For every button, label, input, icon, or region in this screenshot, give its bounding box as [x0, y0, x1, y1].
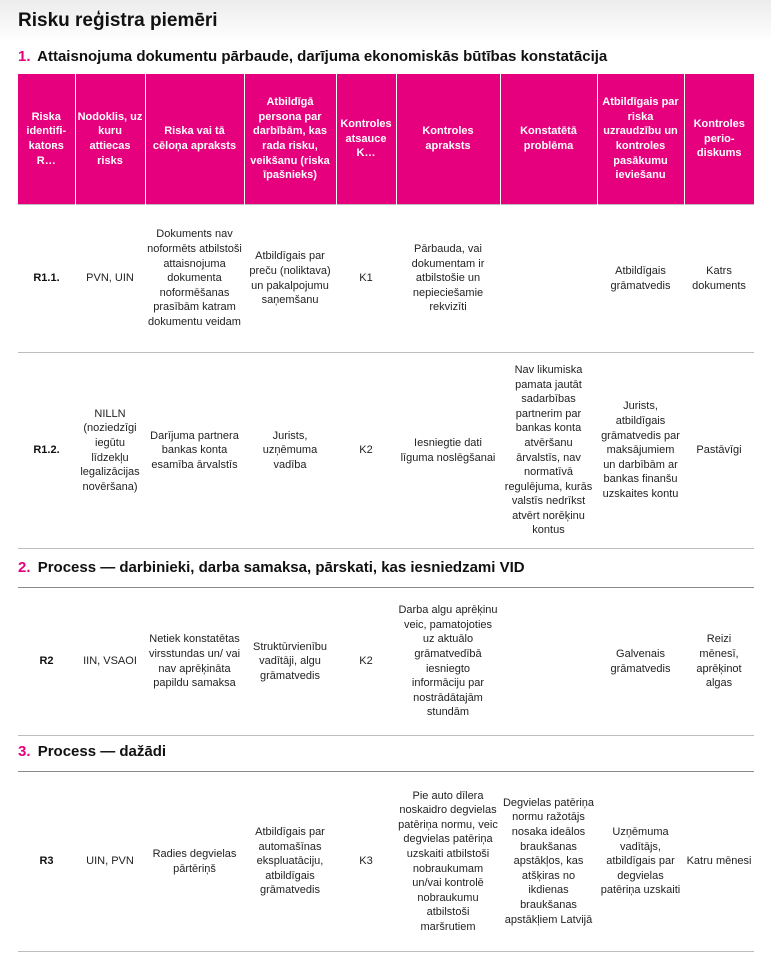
risk-id-cell: R1.2.: [18, 353, 75, 549]
col-risk-description: Riska vai tā cēloņa apraksts: [145, 74, 244, 205]
section-number: 1.: [18, 48, 31, 65]
control-description-cell: Darba algu aprēķinu veic, pamatojoties uz aktuālo grāmatvedībā iesniegto informāciju par nostrādātajām stundām: [396, 588, 500, 736]
tax-cell: NILLN (noziedzīgi iegūtu līdzekļu legalizācijas novēršana): [75, 353, 145, 549]
risk-description-cell: Radies degvielas pārtēriņš: [145, 772, 244, 952]
section-heading: [18, 48, 607, 65]
risk-owner-cell: Atbildīgais par automašīnas ekspluatāciju, atbildīgais grāmatvedis: [244, 772, 336, 952]
risk-description-cell: Darījuma partnera bankas konta esamība ārvalstīs: [145, 353, 244, 549]
control-ref-cell: K3: [336, 772, 396, 952]
tax-cell: IIN, VSAOI: [75, 588, 145, 736]
risk-description-cell: Dokuments nav noformēts atbilstoši attaisnojuma dokumenta noformēšanas prasībām katram dokumentu veidam: [145, 205, 244, 353]
col-control-description: Kontroles apraksts: [396, 74, 500, 205]
section-heading: [18, 559, 525, 576]
col-risk-id: Riska identifi-katoʀs R…: [18, 74, 75, 205]
tax-cell: PVN, UIN: [75, 205, 145, 353]
problem-cell: [500, 205, 597, 353]
header-row: [18, 74, 754, 205]
periodicity-cell: Reizi mēnesī, aprēķinot algas: [684, 588, 754, 736]
section-number: 3.: [18, 743, 31, 760]
page-title: Risku reģistra piemēri: [18, 10, 218, 31]
periodicity-cell: Katrs dokuments: [684, 205, 754, 353]
col-responsible: Atbildīgais par riska uzraudzību un kontroles pasākumu ieviešanu: [597, 74, 684, 205]
control-ref-cell: K1: [336, 205, 396, 353]
risk-owner-cell: Jurists, uzņēmuma vadība: [244, 353, 336, 549]
section-heading: [18, 743, 166, 760]
problem-cell: Nav likumiska pamata jautāt sadarbības partnerim par bankas konta atvēršanu ārvalstīs, nav normatīvā regulējuma, kurās valstīs nedrīkst atvērt norēķinu kontus: [500, 353, 597, 549]
risk-id-cell: R3: [18, 772, 75, 952]
risk-table: [18, 587, 754, 736]
tax-cell: UIN, PVN: [75, 772, 145, 952]
problem-cell: [500, 588, 597, 736]
risk-owner-cell: Atbildīgais par preču (noliktava) un pakalpojumu saņemšanu: [244, 205, 336, 353]
col-tax: Nodoklis, uz kuru attiecas risks: [75, 74, 145, 205]
risk-id-cell: R1.1.: [18, 205, 75, 353]
control-description-cell: Iesniegtie dati līguma noslēgšanai: [396, 353, 500, 549]
section-title: Process — darbinieki, darba samaksa, pārskati, kas iesniedzami VID: [37, 559, 525, 576]
responsible-cell: Atbildīgais grāmatvedis: [597, 205, 684, 353]
responsible-cell: Uzņēmuma vadītājs, atbildīgais par degvielas patēriņa uzskaiti: [597, 772, 684, 952]
periodicity-cell: Katru mēnesi: [684, 772, 754, 952]
control-ref-cell: K2: [336, 588, 396, 736]
control-ref-cell: K2: [336, 353, 396, 549]
table-row: [18, 588, 754, 736]
col-problem: Konstatētā problēma: [500, 74, 597, 205]
control-description-cell: Pie auto dīlera noskaidro degvielas patēriņa normu, veic degvielas patēriņa uzskaiti atbilstoši nobraukumam un/vai kontrolē nobraukumu atbilstoši maršrutiem: [396, 772, 500, 952]
section-number: 2.: [18, 559, 31, 576]
risk-owner-cell: Struktūrvienību vadītāji, algu grāmatvedis: [244, 588, 336, 736]
risk-description-cell: Netiek konstatētas virsstundas un/ vai nav aprēķināta papildu samaksa: [145, 588, 244, 736]
table-row: [18, 772, 754, 952]
problem-cell: Degvielas patēriņa normu ražotājs nosaka ideālos braukšanas apstākļos, kas atšķiras no ikdienas braukšanas apstākļiem Latvijā: [500, 772, 597, 952]
responsible-cell: Galvenais grāmatvedis: [597, 588, 684, 736]
col-control-ref: Kontroles atsauce K…: [336, 74, 396, 205]
periodicity-cell: Pastāvīgi: [684, 353, 754, 549]
section-title: Process — dažādi: [37, 743, 167, 760]
control-description-cell: Pārbauda, vai dokumentam ir atbilstošie un nepieciešamie rekvizīti: [396, 205, 500, 353]
section-title: Attaisnojuma dokumentu pārbaude, darījuma ekonomiskās būtības konstatācija: [37, 48, 608, 65]
table-row: [18, 353, 754, 549]
responsible-cell: Jurists, atbildīgais grāmatvedis par maksājumiem un darbībām ar bankas finanšu uzskaites kontu: [597, 353, 684, 549]
col-risk-owner: Atbildīgā persona par darbībām, kas rada risku, veikšanu (riska īpašnieks): [244, 74, 336, 205]
col-periodicity: Kontroles perio-diskums: [684, 74, 754, 205]
risk-id-cell: R2: [18, 588, 75, 736]
risk-table: [18, 771, 754, 952]
table-row: [18, 205, 754, 353]
risk-table: [18, 74, 754, 549]
